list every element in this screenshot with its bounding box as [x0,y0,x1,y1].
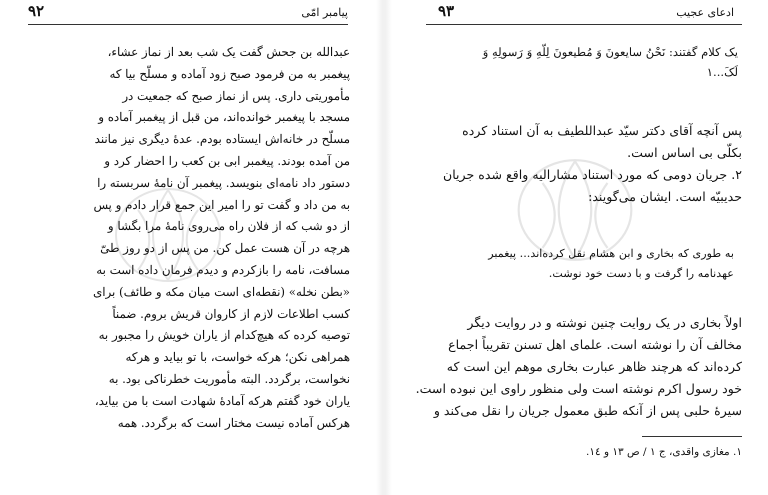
left-page [0,0,376,495]
text-line: لَکَ...١ [706,65,738,79]
text-line: خود رسول اکرم نوشته است ولی منظور راوی این نبوده است. [415,381,742,396]
header-rule [426,24,742,25]
text-line: یک کلام گفتند: نَحْنُ سایعونَ وَ مُطیعونَ لِلّهِ وَ رَسولِهِ وَ [482,45,738,59]
right-page [392,0,768,495]
block-quote [426,244,734,284]
text-line: نخواست، برگردد. البته مأموریت خطرناکی بود. به [108,371,350,386]
text-line: مسلّح در خانه‌اش ایستاده بودم. عدهٔ دیگری نیز مانند [94,132,350,147]
text-line: مخالف آن را نوشته است. علمای اهل تسنن تقریباً اجماع [448,337,742,352]
text-line: مسجد با پیغمبر خوانده‌اند، من قبل از پیغمبر آماده و [98,110,350,125]
text-line: به من داد و گفت تو را امیر این جمع قرار دادم و پس [93,197,350,212]
text-line: سیرهٔ حلبی پس از آنکه طبق معمول جریان را نقل می‌کند و [433,403,742,418]
page-number: ۹۲ [28,2,45,20]
text-line: ٢. جریان دومی که مورد استناد مشارالیه واقع شده جریان [442,167,742,182]
text-line: مسافت، نامه را بازکردم و دیدم فرمان داده است به [96,262,350,277]
text-line: پس آنچه آقای دکتر سیّد عبداللطیف به آن استناد کرده [462,123,742,138]
text-line: بکلّی بی اساس است. [627,145,742,160]
footnote-rule [642,436,742,437]
continuation-text [418,42,738,82]
text-line: کسب اطلاعات لازم از کاروان قریش بروم. ضمناً [112,306,350,321]
quote-line: به طوری که بخاری و ابن هشام نقل کرده‌اند... پیغمبر [488,247,734,260]
text-line: دستور داد نامه‌ای بنویسد. پیغمبر آن نامهٔ سربسته را [97,175,350,190]
left-body-text [26,42,350,434]
paragraph [414,120,742,208]
text-line: حدیبیّه است. ایشان می‌گویند: [588,189,742,204]
text-line: عبدالله بن جحش گفت یک شب بعد از نماز عشاء، [107,45,350,59]
text-line: مأموریتی داری. پس از نماز صبح که جمعیت در [122,88,350,103]
footnote: ١. مغازی واقدی، ج ١ / ص ١٣ و ١٤. [586,446,742,458]
text-line: «بطن نخله» (نقطه‌ای است میان مکه و طائف) برای [93,284,350,299]
text-line: از دو شب که از فلان راه می‌روی نامهٔ مرا بگشا و [107,219,350,234]
text-line: من آمده بودند. پیغمبر ابی بن کعب را احضار کرد و [104,153,350,168]
header-rule [28,24,348,25]
text-line: توصیه کرده که هیچ‌کدام از یاران خویش را مجبور به [98,328,350,343]
text-line: هرچه در آن هست عمل کن. من پس از دو روز طیّ [100,241,350,256]
quote-line: عهدنامه را گرفت و با دست خود نوشت. [548,267,734,280]
text-line: کرده‌اند که هرچند ظاهر عبارت بخاری موهم این است که [446,359,742,374]
text-line: اولاً بخاری در یک روایت چنین نوشته و در روایت دیگر [467,315,742,330]
text-line: همراهی نکن؛ هرکه خواست، با تو بیاید و هرکه [125,350,350,365]
page-number: ۹۳ [438,2,455,20]
text-line: هرکس آماده نیست مختار است که برگردد. همه [117,415,350,430]
text-line: یاران خود گفتم هرکه آمادهٔ شهادت است با من بیاید، [94,393,350,408]
paragraph [414,312,742,422]
book-gutter [376,0,392,495]
running-header: ادعای عجیب [676,6,734,19]
text-line: پیغمبر به من فرمود صبح زود آماده و مسلّح بیا که [109,66,350,81]
running-header: پیامبر امّی [301,6,348,19]
